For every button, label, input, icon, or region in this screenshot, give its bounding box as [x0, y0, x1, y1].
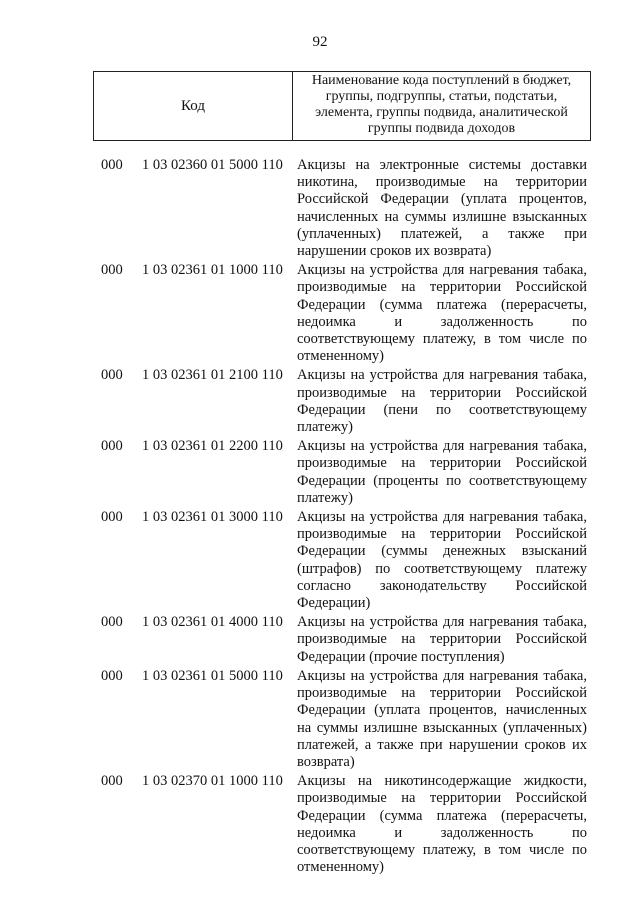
revenue-code: 1 03 02361 01 4000 110 — [142, 614, 283, 631]
revenue-code: 1 03 02361 01 2100 110 — [142, 367, 283, 384]
revenue-code: 1 03 02370 01 1000 110 — [142, 773, 283, 790]
header-name-label: Наименование кода поступлений в бюджет, группы, подгруппы, статьи, подстатьи, элемента, группы подвида, аналитической группы подвида доходов — [311, 73, 572, 136]
revenue-name: Акцизы на устройства для нагревания табака, производимые на территории Российской Федерации (проценты по соответствующему платежу) — [297, 438, 587, 506]
admin-code: 000 — [101, 773, 123, 790]
revenue-name: Акцизы на электронные системы доставки никотина, производимые на территории Российской Федерации (уплата процентов, начисленных на суммы излишне взысканных (уплаченных) платежей, а также при нарушении сроков их возврата) — [297, 157, 587, 260]
revenue-name: Акцизы на никотинсодержащие жидкости, производимые на территории Российской Федерации (сумма платежа (перерасчеты, недоимка и задолженность по соответствующему платежу, в том числе по отмененному) — [297, 773, 587, 876]
table-row — [0, 668, 640, 771]
table-row — [0, 157, 640, 260]
table-row — [0, 773, 640, 876]
table-row — [0, 509, 640, 612]
revenue-name: Акцизы на устройства для нагревания табака, производимые на территории Российской Федерации (прочие поступления) — [297, 614, 587, 665]
header-code-cell — [94, 72, 293, 140]
revenue-name: Акцизы на устройства для нагревания табака, производимые на территории Российской Федерации (пени по соответствующему платежу) — [297, 367, 587, 436]
admin-code: 000 — [101, 367, 123, 384]
table-row — [0, 262, 640, 365]
revenue-code: 1 03 02361 01 1000 110 — [142, 262, 283, 279]
revenue-code: 1 03 02361 01 2200 110 — [142, 438, 283, 455]
table-header — [93, 71, 591, 141]
revenue-code: 1 03 02361 01 5000 110 — [142, 667, 283, 684]
header-code-label: Код — [181, 97, 205, 114]
revenue-name: Акцизы на устройства для нагревания табака, производимые на территории Российской Федерации (уплата процентов, начисленных на суммы излишне взысканных (уплаченных) платежей, а также при нарушении сроков их возврата) — [297, 667, 587, 770]
revenue-name: Акцизы на устройства для нагревания табака, производимые на территории Российской Федерации (сумма платежа (перерасчеты, недоимка и задолженность по соответствующему платежу, в том числе по отмененному) — [297, 262, 587, 365]
table-row — [0, 438, 640, 507]
header-name-cell — [293, 72, 590, 140]
revenue-code: 1 03 02361 01 3000 110 — [142, 509, 283, 526]
table-row — [0, 614, 640, 666]
table-row — [0, 367, 640, 436]
admin-code: 000 — [101, 614, 123, 631]
admin-code: 000 — [101, 509, 123, 526]
page-number: 92 — [312, 34, 328, 50]
revenue-code: 1 03 02360 01 5000 110 — [142, 157, 283, 173]
admin-code: 000 — [101, 157, 123, 173]
table-body — [0, 157, 640, 876]
admin-code: 000 — [101, 667, 123, 684]
revenue-name: Акцизы на устройства для нагревания табака, производимые на территории Российской Федерации (суммы денежных взысканий (штрафов) по соответствующему платежу согласно законодательству Российской Федерации) — [297, 509, 587, 612]
admin-code: 000 — [101, 262, 123, 279]
admin-code: 000 — [101, 438, 123, 455]
